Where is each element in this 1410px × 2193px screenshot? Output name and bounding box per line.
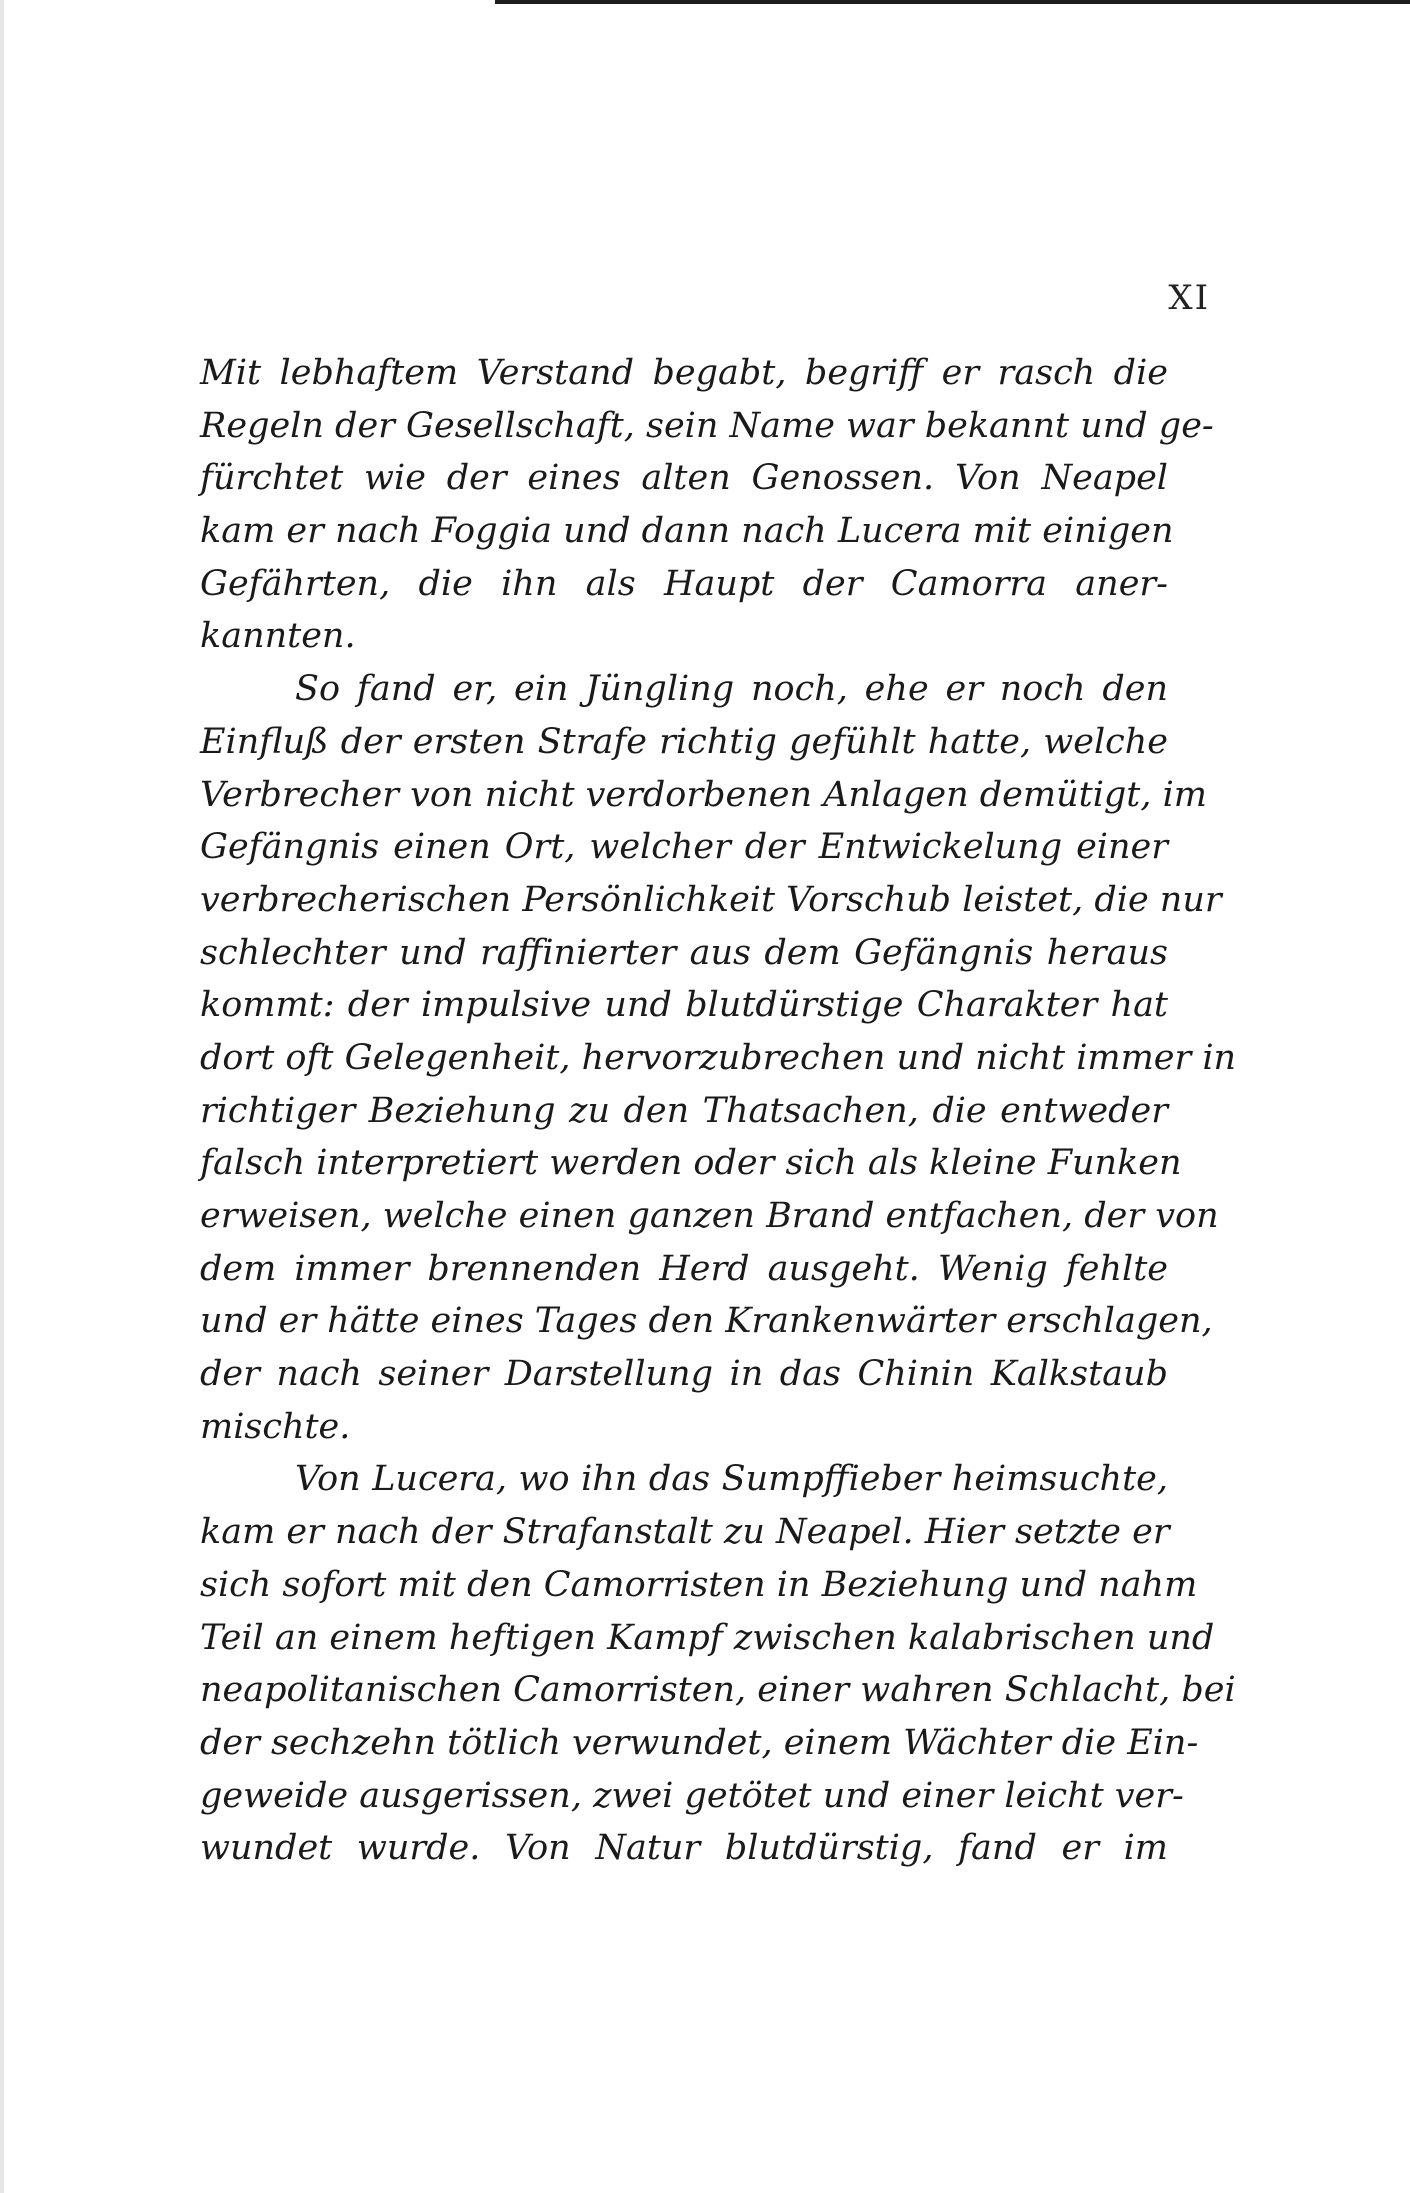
- text-line: und er hätte eines Tages den Krankenwärter erschlagen,: [200, 1301, 1213, 1342]
- text-line: kam er nach der Strafanstalt zu Neapel. Hier setzte er: [200, 1512, 1170, 1553]
- text-line: So fand er, ein Jüngling noch, ehe er noch den: [295, 669, 1168, 710]
- text-line: sich sofort mit den Camorristen in Beziehung und nahm: [200, 1564, 1198, 1605]
- text-line: kommt: der impulsive und blutdürstige Charakter hat: [200, 985, 1168, 1026]
- text-line: neapolitanischen Camorristen, einer wahren Schlacht, bei: [200, 1670, 1236, 1711]
- text-line: richtiger Beziehung zu den Thatsachen, die entweder: [200, 1090, 1168, 1131]
- text-line: falsch interpretiert werden oder sich als kleine Funken: [200, 1143, 1182, 1184]
- top-border-line: [495, 0, 1410, 4]
- text-line: kam er nach Foggia und dann nach Lucera mit einigen: [200, 511, 1174, 552]
- text-line: Gefährten, die ihn als Haupt der Camorra aner-: [200, 563, 1168, 604]
- body-text: [200, 347, 1237, 1875]
- text-line: dort oft Gelegenheit, hervorzubrechen und nicht immer in: [200, 1037, 1237, 1078]
- paragraph-1: [200, 347, 1214, 663]
- text-line: kannten.: [200, 616, 356, 657]
- text-line: dem immer brennenden Herd ausgeht. Wenig fehlte: [200, 1248, 1168, 1289]
- text-line: Von Lucera, wo ihn das Sumpffieber heimsuchte,: [295, 1459, 1168, 1500]
- text-line: mischte.: [200, 1406, 351, 1447]
- text-line: Teil an einem heftigen Kampf zwischen kalabrischen und: [200, 1617, 1215, 1658]
- text-line: Einfluß der ersten Strafe richtig gefühlt hatte, welche: [200, 721, 1168, 762]
- paragraph-2: [200, 663, 1237, 1453]
- text-line: der sechzehn tötlich verwundet, einem Wächter die Ein-: [200, 1722, 1199, 1763]
- text-line: Verbrecher von nicht verdorbenen Anlagen demütigt, im: [200, 774, 1207, 815]
- text-line: Regeln der Gesellschaft, sein Name war bekannt und ge-: [200, 405, 1214, 446]
- page-edge-shadow: [0, 0, 4, 2193]
- text-line: Mit lebhaftem Verstand begabt, begriff er rasch die: [200, 353, 1168, 393]
- paragraph-3: [200, 1453, 1236, 1875]
- text-line: schlechter und raffinierter aus dem Gefängnis heraus: [200, 932, 1168, 973]
- text-line: Gefängnis einen Ort, welcher der Entwickelung einer: [200, 827, 1168, 868]
- text-line: fürchtet wie der eines alten Genossen. Von Neapel: [200, 458, 1168, 499]
- text-line: erweisen, welche einen ganzen Brand entfachen, der von: [200, 1196, 1219, 1236]
- page-number: XI: [1168, 278, 1210, 318]
- text-line: geweide ausgerissen, zwei getötet und einer leicht ver-: [200, 1775, 1184, 1816]
- text-line: verbrecherischen Persönlichkeit Vorschub leistet, die nur: [200, 879, 1222, 920]
- text-line: der nach seiner Darstellung in das Chinin Kalkstaub: [200, 1354, 1168, 1395]
- text-line: wundet wurde. Von Natur blutdürstig, fand er im: [200, 1828, 1168, 1869]
